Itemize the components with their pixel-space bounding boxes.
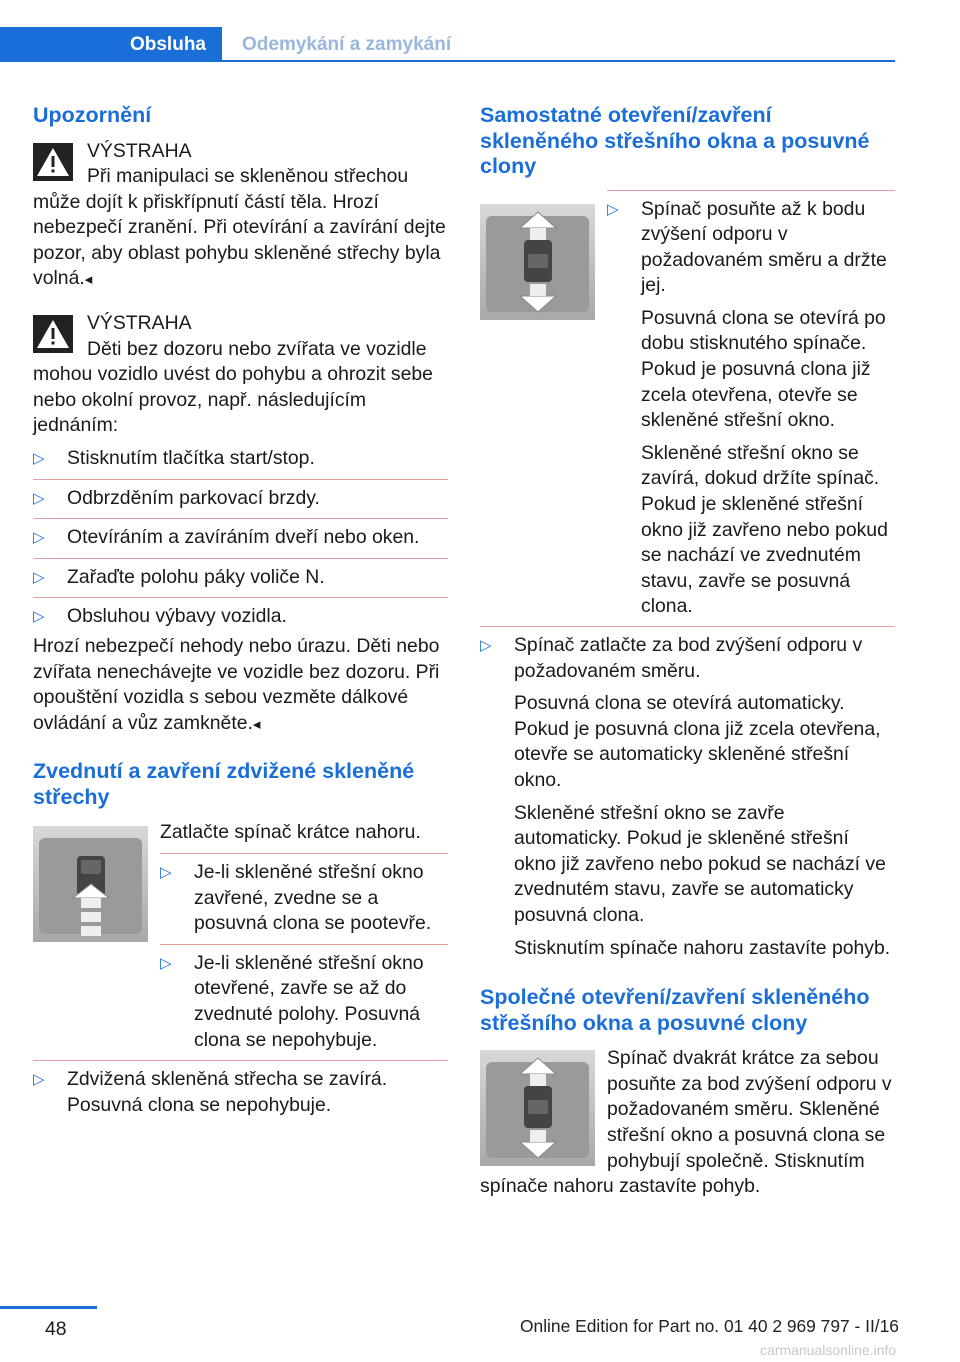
section-heading: Společné otevření/zavření skleněného střešního okna a posuvné clony [480,985,870,1035]
section-list-wide [33,1060,448,1118]
triangle-bullet-icon: ▷ [33,1071,45,1089]
list-item: ▷ Je-li skleněné střešní okno zavřené, zvedne se a posuvná clona se pootevře. [160,853,448,944]
list-item: ▷ Stisknutím tlačítka start/stop. [33,446,448,479]
warning-icon [33,143,73,181]
right-column [480,103,895,1200]
section-list-wide [480,626,895,961]
triangle-bullet-icon: ▷ [33,568,45,586]
page-header [0,0,895,62]
list-item: ▷ Zařaďte polohu páky voliče N. [33,558,448,598]
warning-title: VÝSTRAHA [87,139,192,162]
tab-odemykani[interactable]: Odemykání a zamykání [242,34,452,55]
triangle-bullet-icon: ▷ [160,954,172,972]
section-body [480,190,895,962]
triangle-bullet-icon: ▷ [607,200,619,218]
warning-list [33,446,448,632]
triangle-bullet-icon: ▷ [33,489,45,507]
list-item: ▷ Obsluhou výbavy vozidla. [33,597,448,632]
section-heading: Samostatné otevření/zavření skleněného střešního okna a posuvné clony [480,103,870,178]
end-mark-icon: ◂ [84,271,93,289]
warning-text: Při manipulaci se skleněnou střechou může dojít k přiskřípnutí částí těla. Hrozí nebezpečí zranění. Při otevírání a zavírání dejte pozor, aby oblast pohybu skleněné střechy byla volná. [33,165,446,290]
triangle-bullet-icon: ▷ [33,608,45,626]
warning-text: Děti bez dozoru nebo zvířata ve vozidle mohou vozidlo uvést do pohybu a ohrozit sebe nebo okolní provoz, např. následujícím jednáním: [33,337,433,437]
triangle-bullet-icon: ▷ [160,863,172,881]
left-column [33,103,448,1118]
edition-text: Online Edition for Part no. 01 40 2 969 797 - II/16 [520,1316,899,1336]
header-rule [222,60,895,62]
section-list [160,853,448,1060]
footer-rule [0,1306,97,1309]
warning-block-1 [33,139,448,294]
section-heading: Zvednutí a zavření zdvižené skleněné střechy [33,759,415,809]
roof-switch-updown-figure [480,1050,595,1166]
end-mark-icon: ◂ [252,715,261,733]
roof-switch-up-figure [33,826,148,942]
section-steps [160,820,448,1060]
warning-icon [33,315,73,353]
list-item: ▷ Je-li skleněné střešní okno otevřené, zavře se až do zvednuté polohy. Posuvná clona se nepohybuje. [160,944,448,1060]
list-item: ▷ Zdvižená skleněná střecha se zavírá. Posuvná clona se nepohybuje. [33,1060,448,1118]
warning-conclusion: Hrozí nebezpečí nehody nebo úrazu. Děti nebo zvířata nenechávejte ve vozidle bez dozoru. Při opouštění vozidla s sebou vezměte dálkové ovládání a vůz zamkněte.◂ [33,635,440,734]
warning-title: VÝSTRAHA [87,312,192,335]
page-number: 48 [45,1318,67,1340]
triangle-bullet-icon: ▷ [33,529,45,547]
list-item: ▷ Spínač posuňte až k bodu zvýšení odporu v požadovaném směru a držte jej. Posuvná clona se otevírá po dobu stisknutého spínače. Pokud je posuvná clona již zcela otevřena, otevře se skleněné střešní okno. Skleněné střešní okno se zavírá, dokud držíte spínač. Pokud je skleněné střešní okno již zavřeno nebo pokud se nachází ve zvednutém stavu, zavře se posuvná clona. [607,190,895,627]
section-text: Spínač dvakrát krátce za sebou posuňte za bod zvýšení odporu v požadovaném směru. Skleněné střešní okno a posuvná clona se pohybují společně. Stisknutím spínače nahoru zastavíte pohyb. [480,1047,892,1198]
watermark: carmanualsonline.info [760,1342,897,1358]
triangle-bullet-icon: ▷ [33,450,45,468]
list-item: ▷ Odbrzděním parkovací brzdy. [33,479,448,519]
roof-switch-updown-figure [480,204,595,320]
list-item: ▷ Spínač zatlačte za bod zvýšení odporu v požadovaném směru. Posuvná clona se otevírá automaticky. Pokud je posuvná clona již zcela otevřena, otevře se automaticky skleněné střešní okno. Skleněné střešní okno se zavře automaticky. Pokud je skleněné střešní okno již zavřeno nebo pokud se nachází ve zvednutém stavu, zavře se automaticky posuvná clona. Stisknutím spínače nahoru zastavíte pohyb. [480,626,895,961]
triangle-bullet-icon: ▷ [480,637,492,654]
list-item: ▷ Otevíráním a zavíráním dveří nebo oken. [33,518,448,558]
warning-block-2 [33,311,448,439]
section-body [33,820,448,1118]
section-list [607,190,895,627]
tab-obsluha[interactable]: Obsluha [0,27,222,62]
warning-heading: Upozornění [33,103,152,127]
section-intro: Zatlačte spínač krátce nahoru. [160,821,421,844]
section-body [480,1046,895,1200]
